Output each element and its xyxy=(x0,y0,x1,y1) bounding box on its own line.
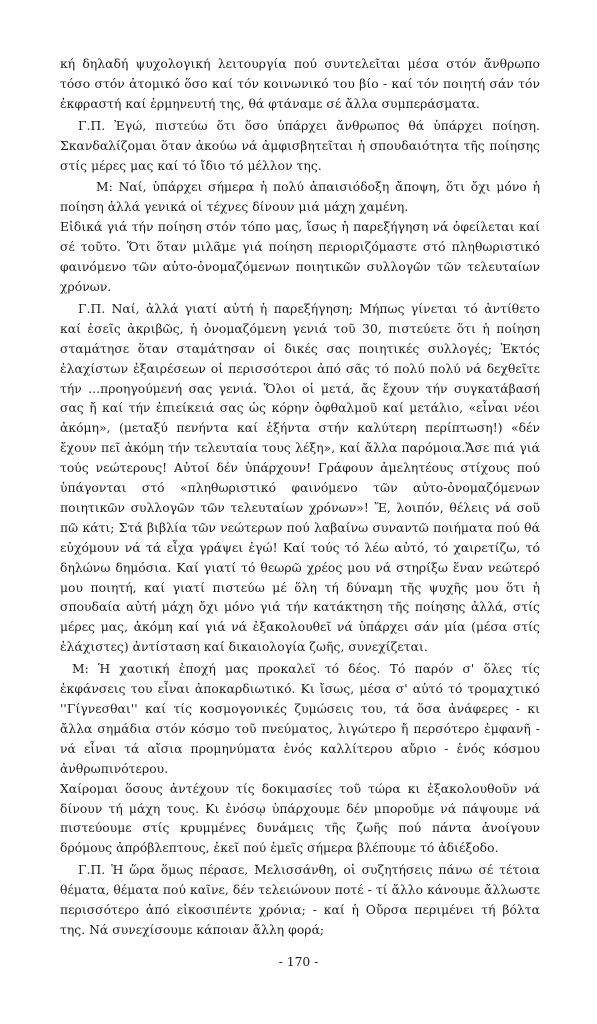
paragraph: Γ.Π. Ἐγώ, πιστεύω ὅτι ὅσο ὑπάρχει ἄνθρωπος θά ὑπάρχει ποίηση. Σκανδαλίζομαι ὅταν ἀκούω νά ἀμφισβητεῖται ἡ σπουδαιότητα τῆς ποίησης στίς μέρες μας καί τό ἴδιο τό μέλλον της. xyxy=(60,118,540,173)
paragraph: Γ.Π. Ναί, ἀλλά γιατί αὐτή ἡ παρεξήγηση; Μήπως γίνεται τό ἀντίθετο καί ἐσεῖς ἀκριβῶς, ἡ ὀνομαζόμενη γενιά τοῦ 30, πιστεύετε ὅτι ἡ ποίηση σταμάτησε ὅταν σταμάτησαν οἱ δικές σας ποιητικές συλλογές; Ἐκτός ἐλαχίστων ἐξαιρέσεων οἱ περισσότεροι ἀπό σᾶς τό πολύ πολύ νά δεχθεῖτε τήν ...προηγούμενή σας γενιά. Ὅλοι οἱ μετά, ἄς ἔχουν τήν συγκατάβασή σας ἤ καί τήν ἐπιείκειά σας ὡς κόρην ὀφθαλμοῦ καί μετάλιο, «εἶναι νέοι ἀκόμη», (μεταξύ πενήντα καί ἑξήντα στήν καλύτερη περίπτωση!) «δέν ἔχουν πεῖ ἀκόμη τήν τελευταία τους λέξη», καί ἄλλα παρόμοια.Ἄσε πιά γιά τούς νεώτερους! Αὐτοί δέν ὑπάρχουν! Γράφουν ἀμελητέους στίχους πού ὑπάγονται στό «πληθωριστικό φαινόμενο τῶν αὐτο-ὀνομαζόμενων ποιητικῶν συλλογῶν τῶν τελευταίων χρόνων»! Ἔ, λοιπόν, θέλεις νά σοῦ πῶ κάτι; Στά βιβλία τῶν νεώτερων πού λαβαίνω συναντῶ ποιήματα πού θά εὐχόμουν νά τά εἶχα γράψει ἐγώ! Καί τούς τό λέω αὐτό, τό χαιρετίζω, τό δηλώνω δημόσια. Καί γιατί τό θεωρῶ χρέος μου νά στηρίξω ἕναν νεώτερό μου ποιητή, καί γιατί πιστεύω μέ ὅλη τή δύναμη τῆς ψυχῆς μου ὅτι ἡ σπουδαία αὐτή μάχη ὄχι μόνο γιά τήν κατάκτηση τῆς ποίησης ἀλλά, στίς μέρες μας, ἀκόμη καί γιά νά ἐξακολουθεῖ νά ὑπάρχει σάν μία (μέσα στίς ἐλάχιστες) ἀντίσταση καί δικαιολογία ζωῆς, συνεχίζεται. xyxy=(60,301,540,655)
paragraph: Εἰδικά γιά τήν ποίηση στόν τόπο μας, ἴσως ἡ παρεξήγηση νά ὀφείλεται καί σέ τοῦτο. Ὅτι ὅταν μιλᾶμε γιά ποίηση περιοριζόμαστε στό πληθωριστικό φαινόμενο τῶν αὐτο-ὀνομαζόμενων ποιητικῶν συλλογῶν τῶν τελευταίων χρόνων. xyxy=(60,220,540,294)
paragraph: κή δηλαδή ψυχολογική λειτουργία πού συντελεῖται μέσα στόν ἄνθρωπο τόσο στόν ἀτομικό ὅσο καί τόν κοινωνικό του βίο - καί τόν ποιητή σάν τόν ἐκφραστή καί ἑρμηνευτή της, θά φτάναμε σέ ἄλλα συμπεράσματα. xyxy=(60,57,540,111)
body-text xyxy=(60,55,540,941)
paragraph: Γ.Π. Ἡ ὥρα ὅμως πέρασε, Μελισσάνθη, οἱ συζητήσεις πάνω σέ τέτοια θέματα, θέματα πού καῖνε, δέν τελειώνουν ποτέ - τί ἄλλο κάνουμε ἄλλωστε περισσότερο ἀπό εἰκοσιπέντε χρόνια; - καί ἡ Οὔρσα περιμένει τή βόλτα της. Νά συνεχίσουμε κάποιαν ἄλλη φορά; xyxy=(60,863,540,937)
page-number: - 170 - xyxy=(278,955,319,969)
paragraph: Μ: Ἡ χαοτική ἐποχή μας προκαλεῖ τό δέος. Τό παρόν σ' ὅλες τίς ἐκφάνσεις του εἶναι ἀποκαρδιωτικό. Κι ἴσως, μέσα σ' αὐτό τό τρομαχτικό ''Γίγνεσθαι'' καί τίς κοσμογονικές ζυμώσεις του, τά ὅσα ἀνάφερες - κι ἄλλα σημάδια στόν κόσμο τοῦ πνεύματος, λιγώτερο ἤ περσότερο ἐμφανῆ - νά εἶναι τά αἴσια προμηνύματα ἑνός καλλίτερου αὔριο - ἑνός κόσμου ἀνθρωπινότερου. xyxy=(60,662,540,776)
paragraph: Μ: Ναί, ὑπάρχει σήμερα ἡ πολύ ἀπαισιόδοξη ἄποψη, ὅτι ὄχι μόνο ἡ ποίηση ἀλλά γενικά οἱ τέχνες δίνουν μιά μάχη χαμένη. xyxy=(60,180,540,215)
paragraph: Χαίρομαι ὅσους ἀντέχουν τίς δοκιμασίες τοῦ τώρα κι ἐξακολουθοῦν νά δίνουν τή μάχη τους. Κι ἐνόσῳ ὑπάρχουμε δέν μποροῦμε νά πάψουμε νά πιστεύουμε στίς κρυμμένες δυνάμεις τῆς ζωῆς πού πάντα ἀνοίγουν δρόμους ἀπρόβλεπτους, ἐκεῖ πού ἐμεῖς σήμερα βλέπουμε τό ἀδιέξοδο. xyxy=(60,781,540,856)
